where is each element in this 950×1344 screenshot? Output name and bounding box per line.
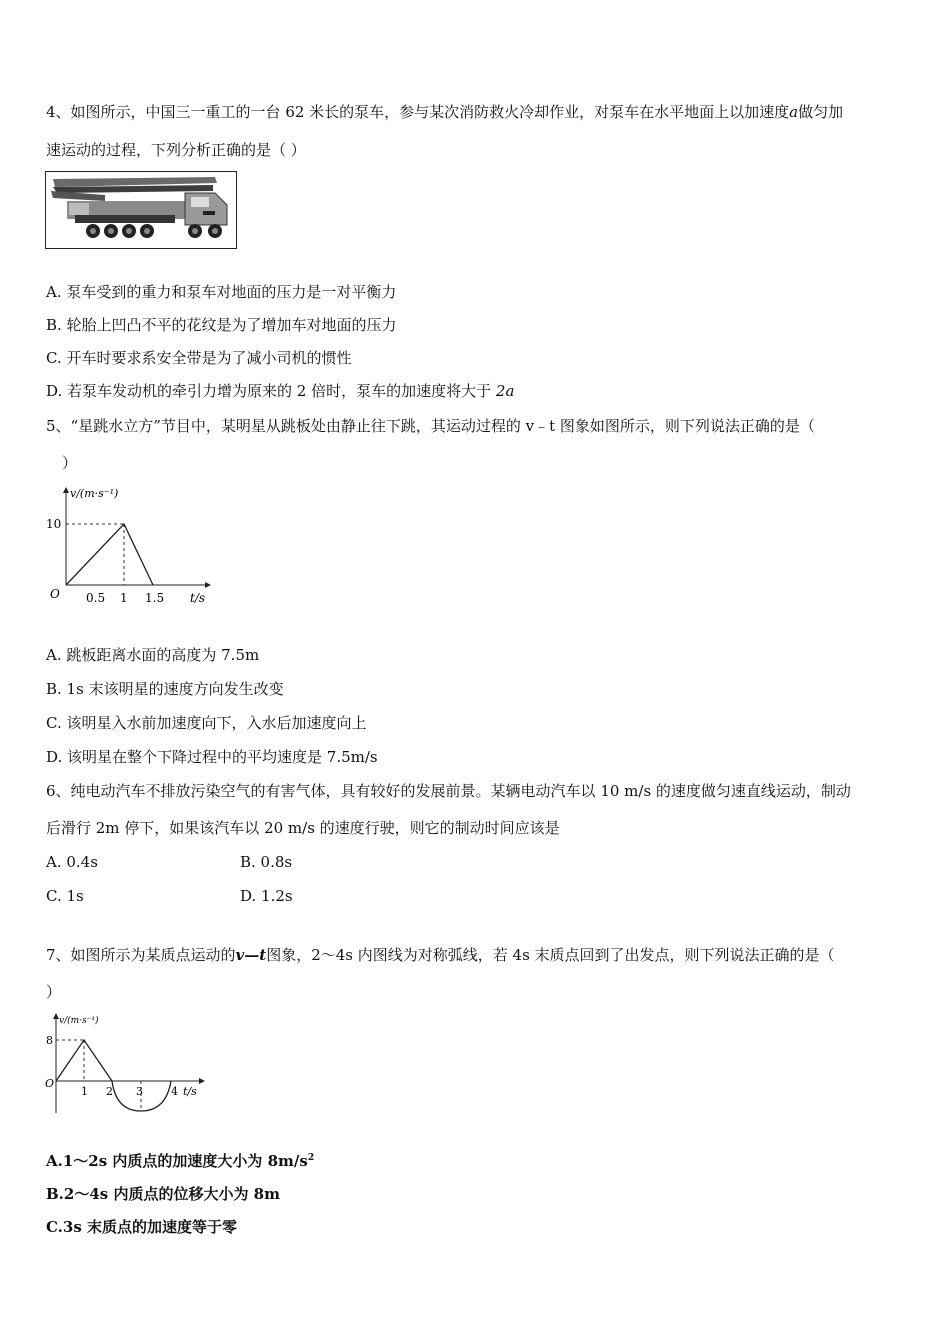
q6-stem-line2: 后滑行 2m 停下，如果该汽车以 20 m/s 的速度行驶，则它的制动时间应该是 bbox=[46, 819, 560, 837]
q7-x-tick-4: 4 bbox=[171, 1085, 178, 1098]
q5-x-label: t/s bbox=[190, 591, 206, 605]
q5-stem-line1: 5、“星跳水立方”节目中，某明星从跳板处由静止往下跳，其运动过程的 v﹣t 图象如图所示，则下列说法正确的是（ bbox=[46, 417, 815, 435]
q4-option-d bbox=[46, 381, 514, 401]
q5-option-a: A. 跳板距离水面的高度为 7.5m bbox=[46, 646, 260, 664]
q5-x-tick-1: 0.5 bbox=[86, 591, 106, 605]
q5-option-d: D. 该明星在整个下降过程中的平均速度是 7.5m/s bbox=[46, 748, 378, 766]
q7-stem-line2: ） bbox=[46, 983, 62, 1001]
q7-stem-line1 bbox=[46, 945, 835, 965]
q5-option-c: C. 该明星入水前加速度向下，入水后加速度向上 bbox=[46, 714, 367, 732]
q7-y-tick: 8 bbox=[46, 1034, 53, 1047]
q5-option-b: B. 1s 末该明星的速度方向发生改变 bbox=[46, 680, 284, 698]
q7-option-c: C.3s 末质点的加速度等于零 bbox=[46, 1218, 238, 1236]
q7-var-vt: v—t bbox=[235, 946, 267, 964]
q4-stem-text-a: 4、如图所示，中国三一重工的一台 62 米长的泵车，参与某次消防救火冷却作业，对泵车在水平地面上以加速度 bbox=[46, 103, 790, 121]
q7-vt-graph bbox=[44, 1010, 206, 1118]
q7-option-b: B.2～4s 内质点的位移大小为 8m bbox=[46, 1185, 280, 1203]
q7-stem-text-b: 图象，2～4s 内图线为对称弧线，若 4s 末质点回到了出发点，则下列说法正确的是（ bbox=[266, 946, 835, 964]
q4-var-a: a bbox=[789, 103, 799, 121]
q6-option-b: B. 0.8s bbox=[240, 853, 293, 871]
q5-origin: O bbox=[50, 587, 60, 601]
q5-vt-graph bbox=[44, 484, 216, 608]
q6-option-a: A. 0.4s bbox=[46, 853, 98, 871]
q4-stem-text-b: 做匀加 bbox=[798, 103, 844, 121]
q7-x-tick-1: 1 bbox=[81, 1085, 88, 1098]
q6-option-c: C. 1s bbox=[46, 887, 84, 905]
q7-stem-text-a: 7、如图所示为某质点运动的 bbox=[46, 946, 236, 964]
q7-option-a-text: A.1～2s 内质点的加速度大小为 8m/s bbox=[46, 1152, 308, 1170]
q4-option-d-var: 2a bbox=[495, 382, 515, 400]
q5-x-tick-2: 1 bbox=[120, 591, 128, 605]
q5-y-label: v/(m·s⁻¹) bbox=[70, 487, 119, 500]
q4-option-b: B. 轮胎上凹凸不平的花纹是为了增加车对地面的压力 bbox=[46, 316, 397, 334]
pump-truck-image bbox=[45, 171, 237, 249]
q5-y-tick: 10 bbox=[46, 517, 62, 531]
q4-option-c: C. 开车时要求系安全带是为了减小司机的惯性 bbox=[46, 349, 352, 367]
q6-stem-line1: 6、纯电动汽车不排放污染空气的有害气体，具有较好的发展前景。某辆电动汽车以 10 m/s 的速度做匀速直线运动，制动 bbox=[46, 782, 851, 800]
q7-option-a bbox=[46, 1151, 314, 1171]
q7-y-label: v/(m·s⁻¹) bbox=[59, 1016, 99, 1026]
q7-x-tick-2: 2 bbox=[106, 1085, 113, 1098]
q7-option-a-sup: 2 bbox=[307, 1153, 315, 1163]
q4-stem-line2: 速运动的过程，下列分析正确的是（ ） bbox=[46, 141, 306, 159]
q6-option-d: D. 1.2s bbox=[240, 887, 293, 905]
q7-x-label: t/s bbox=[183, 1085, 197, 1098]
q4-option-d-text: D. 若泵车发动机的牵引力增为原来的 2 倍时，泵车的加速度将大于 bbox=[46, 382, 492, 400]
q4-option-a: A. 泵车受到的重力和泵车对地面的压力是一对平衡力 bbox=[46, 283, 397, 301]
q4-stem-line1 bbox=[46, 102, 843, 122]
q7-origin: O bbox=[45, 1077, 55, 1090]
q5-x-tick-3: 1.5 bbox=[145, 591, 165, 605]
q7-x-tick-3: 3 bbox=[136, 1085, 143, 1098]
q5-stem-line2: ） bbox=[62, 454, 78, 472]
